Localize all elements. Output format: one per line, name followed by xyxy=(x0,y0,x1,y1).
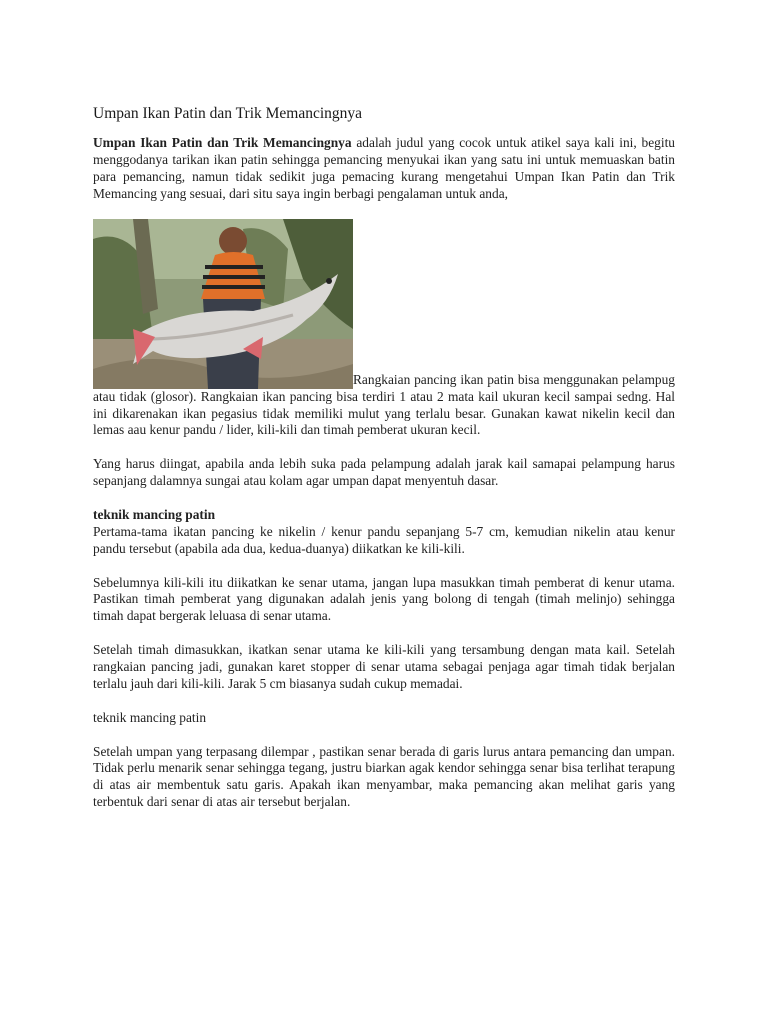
photo-paragraph xyxy=(93,219,675,440)
intro-bold-title: Umpan Ikan Patin dan Trik Memancingnya xyxy=(93,135,352,150)
paragraph-pertama: Pertama-tama ikatan pancing ke nikelin / kenur pandu sepanjang 5-7 cm, kemudian nikelin atau kenur pandu tersebut (apabila ada dua, kedua-duanya) diikatkan ke kili-kili. xyxy=(93,523,675,556)
fisherman-holding-catfish-image xyxy=(93,219,353,389)
subheading-teknik-mancing: teknik mancing patin xyxy=(93,709,207,725)
paragraph-umpan: Setelah umpan yang terpasang dilempar , pastikan senar berada di garis lurus antara pemancing dan umpan. Tidak perlu menarik senar sehingga tegang, justru biarkan agak kendor sehingga senar bisa terlihat terapung di atas air membentuk satu garis. Apakah ikan menyambar, maka pemancing akan melihat garis yang terbentuk dari senar di atas air tersebut berjalan. xyxy=(93,743,675,810)
photo-caption-text: Rangkaian pancing ikan patin bisa menggunakan pelampug atau tidak (glosor). Rangkaian ikan pancing bisa terdiri 1 atau 2 mata kail ukuran kecil sampai sedng. Hal ini dikarenakan ikan pegasius tidak memiliki mulut yang terlalu besar. Gunakan kawat nikelin kecil dan lemas aau kenur pandu / lider, kili-kili dan timah pemberat ukuran kecil. xyxy=(93,371,675,438)
intro-text: adalah judul yang cocok untuk atikel saya kali ini, begitu menggodanya tarikan ikan patin sehingga pemancing menyukai ikan yang satu ini untuk memuaskan batin para pemancing, namun tidak sedikit juga pemacing kurang mengetahui Umpan Ikan Patin dan Trik Memancing yang sesuai, dari situ saya ingin berbagi pengalaman untuk anda, xyxy=(93,135,675,201)
fisherman-photo xyxy=(93,219,353,389)
heading-teknik-mancing: teknik mancing patin xyxy=(93,506,216,522)
paragraph-setelah-timah: Setelah timah dimasukkan, ikatkan senar utama ke kili-kili yang tersambung dengan mata kail. Setelah rangkaian pancing jadi, gunakan karet stopper di senar utama sebagai penjaga agar timah tidak berjalan terlalu jauh dari kili-kili. Jarak 5 cm biasanya sudah cukup memadai. xyxy=(93,642,675,691)
paragraph-pelampung: Yang harus diingat, apabila anda lebih suka pada pelampung adalah jarak kail samapai pelampung harus sepanjang dalamnya sungai atau kolam agar umpan dapat menyentuh dasar. xyxy=(93,456,675,489)
document-page xyxy=(93,104,675,811)
intro-paragraph xyxy=(93,135,675,203)
paragraph-sebelumnya: Sebelumnya kili-kili itu diikatkan ke senar utama, jangan lupa masukkan timah pemberat di kenur utama. Pastikan timah pemberat yang digunakan adalah jenis yang bolong di tengah (timah melinjo) sehingga timah dapat bergerak leluasa di senar utama. xyxy=(93,574,675,624)
article-title: Umpan Ikan Patin dan Trik Memancingnya xyxy=(93,105,363,122)
